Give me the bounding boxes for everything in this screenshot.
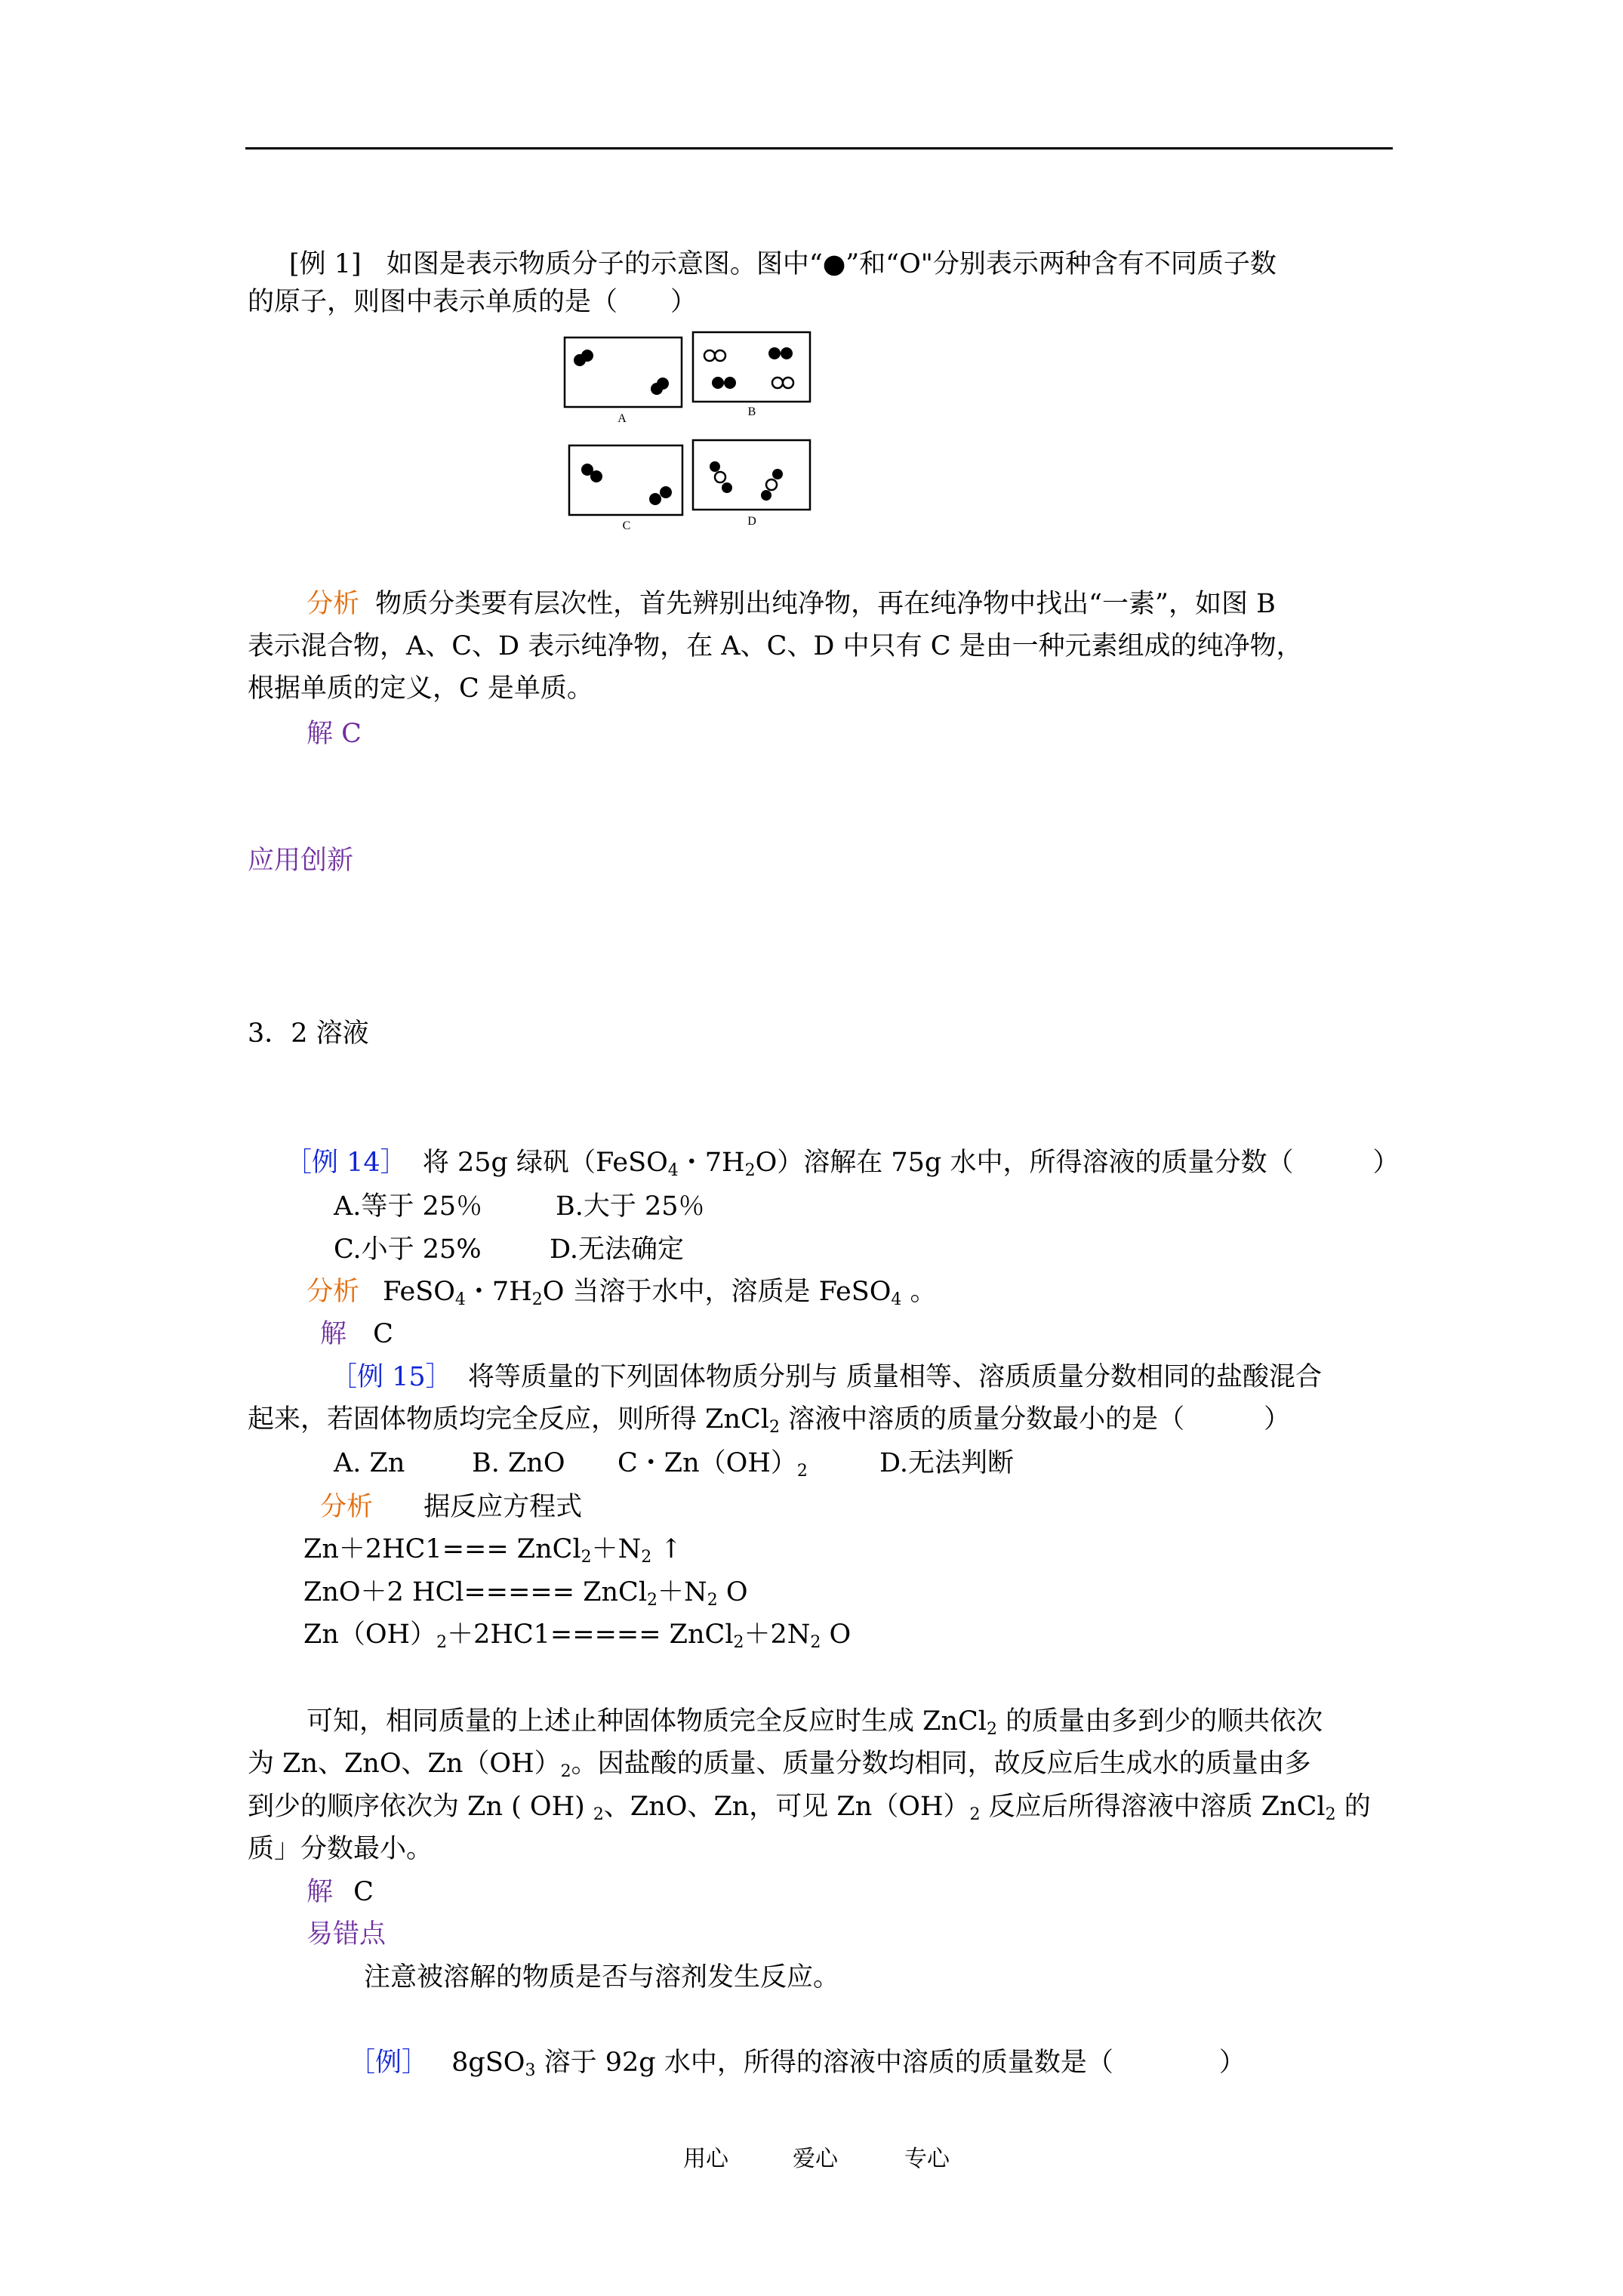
example14-label: ［例 14］ [285, 1148, 407, 1178]
explanation-line2: 为 Zn、ZnO、$Zn(OH)_2$。因盐酸的质量、质量分数均相同，故反应后生成水的质量由多 [248, 1749, 1311, 1781]
example14-line1: ［例 14］ 将 25g 绿矾（FeSO$_4$・$7H_2O$）溶解在 75g 水中，所得溶液的质量分数（ ） [285, 1148, 1400, 1180]
header-rule [245, 147, 1393, 149]
figure-label-a: A [617, 412, 627, 425]
figure-label-c: C [622, 519, 631, 532]
figure-label-b: B [747, 405, 756, 418]
figure-box-d [693, 440, 810, 510]
figure-b-molecules [704, 347, 793, 389]
example15-line2: 起来，若固体物质均完全反应，则所得 ZnCl$_2$ 溶液中溶质的质量分数最小的是（ ） [248, 1404, 1291, 1437]
equation-3: $Zn(OH)_2+2HC1=====$ $ZnCl_2+2N_2$ O [303, 1620, 852, 1652]
example14-option-a: A.等于 25％ [334, 1191, 483, 1222]
example15-line1: ［例 15］ 将等质量的下列固体物质分别与 质量相等、溶质质量分数相同的盐酸混合 [331, 1362, 1322, 1392]
pitfall-label: 易错点 [306, 1919, 387, 1949]
example1-answer: 解 C [306, 719, 362, 749]
section-title: 3．2 溶液 [248, 1019, 369, 1049]
molecule-figure [559, 328, 815, 536]
example15-option-d: D.无法判断 [879, 1448, 1014, 1478]
explanation-line1: 可知，相同质量的上述止种固体物质完全反应时生成 ZnCl$_2$ 的质量由多到少的顺共依次 [306, 1706, 1323, 1739]
example14-option-d: D.无法确定 [550, 1234, 684, 1265]
example14-analysis: 分析 FeSO$_4$・$7H_2O$ 当溶于水中，溶质是 FeSO$_4$ 。 [306, 1277, 937, 1309]
figure-box-c [569, 445, 682, 515]
example1-line2: 的原子，则图中表示单质的是（ ） [248, 287, 698, 317]
figure-a-molecules [574, 350, 669, 395]
figure-c-molecules [581, 464, 672, 505]
figure-box-a [565, 337, 682, 407]
footer-item: 爱心 [793, 2146, 838, 2172]
example15-label: ［例 15］ [331, 1362, 452, 1392]
explanation-line3: 到少的顺序依次为 Zn ( OH) $_2$、ZnO、Zn，可见 $Zn(OH)_2$ 反应后所得溶液中溶质 ZnCl$_2$ 的 [248, 1792, 1371, 1824]
footer-item: 专心 [904, 2146, 950, 2172]
example1-analysis-line3: 根据单质的定义，C 是单质。 [248, 673, 593, 704]
example15-analysis: 分析 据反应方程式 [320, 1492, 583, 1522]
example14-answer: 解 C [320, 1319, 393, 1349]
example14-option-c: C.小于 25% [334, 1234, 482, 1265]
equation-2: ZnO＋2 $HCl===== ZnCl_2+N_2$ O [303, 1577, 748, 1610]
app-heading: 应用创新 [248, 846, 354, 876]
pitfall-text: 注意被溶解的物质是否与溶剂发生反应。 [364, 1962, 840, 1992]
analysis-label: 分析 [320, 1492, 374, 1522]
example15-answer: 解 C [306, 1877, 374, 1907]
example15-option-c: C・$Zn(OH)_2$ [617, 1448, 808, 1481]
example1-analysis-line1: 分析 物质分类要有层次性，首先辨别出纯净物，再在纯净物中找出“一素”，如图 B [306, 589, 1276, 619]
figure-label-d: D [747, 515, 756, 528]
analysis-label: 分析 [306, 589, 360, 619]
figure-box-b [693, 332, 810, 402]
analysis-label: 分析 [306, 1277, 360, 1307]
final-example-label: ［例］ [349, 2048, 429, 2078]
final-example: ［例］ 8gSO$_3$ 溶于 92g 水中，所得的溶液中溶质的质量数是（ ） [349, 2048, 1246, 2080]
figure-d-molecules [710, 461, 783, 501]
example1-line1: [例 1] 如图是表示物质分子的示意图。图中“●”和“O"分别表示两种含有不同质子数 [289, 249, 1277, 279]
answer-label: 解 [306, 1877, 334, 1907]
answer-label: 解 [320, 1319, 347, 1349]
example14-option-b: B.大于 25％ [556, 1191, 705, 1222]
example15-option-a: A. Zn [334, 1448, 405, 1478]
explanation-line4: 质」分数最小。 [248, 1834, 433, 1864]
footer-item: 用心 [683, 2146, 728, 2172]
equation-1: $Zn+2HC1=== ZnCl_2+N_2$ ↑ [303, 1534, 682, 1567]
example1-label: [例 1] [289, 249, 362, 279]
example1-analysis-line2: 表示混合物，A、C、D 表示纯净物，在 A、C、D 中只有 C 是由一种元素组成的纯净物， [248, 631, 1303, 661]
example15-option-b: B. ZnO [472, 1448, 565, 1478]
